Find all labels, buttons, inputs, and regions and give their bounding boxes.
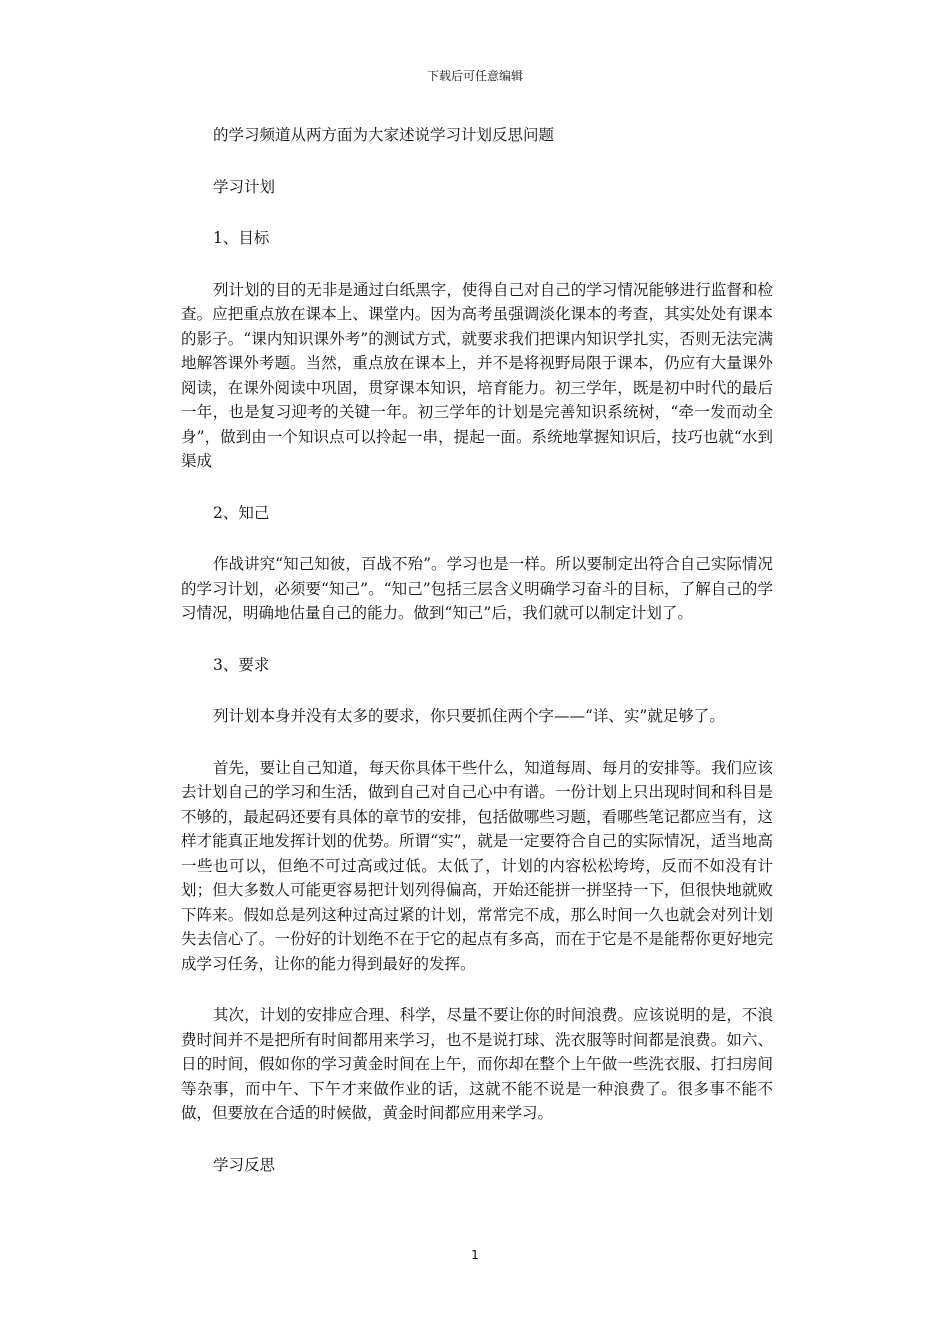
paragraph-requirements-1: 列计划本身并没有太多的要求，你只要抓住两个字——“详、实”就足够了。 [213, 707, 725, 725]
heading-goal: 1、目标 [213, 229, 270, 247]
heading-know-self: 2、知己 [213, 503, 270, 522]
page-header: 下载后可任意编辑 [426, 69, 523, 83]
intro-line: 的学习频道从两方面为大家述说学习计划反思问题 [213, 126, 555, 144]
paragraph-requirements-2: 首先，要让自己知道，每天你具体干些什么，知道每周、每月的安排等。我们应该去计划自己的学习和生活，做到自己对自己心中有谱。一份计划上只出现时间和科目是不够的，最起码还要有具体的章节的安排，包括做哪些习题，看哪些笔记都应当有，这样才能真正地发挥计划的优势。所谓“实”，就是一定要符合自己的实际情况，适当地高一些也可以，但绝不可过高或过低。太低了，计划的内容松松垮垮，反而不如没有计划；但大多数人可能更容易把计划列得偏高，开始还能拼一拼坚持一下，但很快地就败下阵来。假如总是列这种过高过紧的计划，常常完不成，那么时间一久也就会对列计划失去信心了。一份好的计划绝不在于它的起点有多高，而在于它是不是能帮你更好地完成学习任务，让你的能力得到最好的发挥。 [181, 758, 773, 973]
section-title-study-plan: 学习计划 [213, 177, 276, 196]
section-title-reflection: 学习反思 [213, 1155, 276, 1174]
document-body [181, 123, 773, 1204]
heading-requirements: 3、要求 [213, 655, 270, 674]
page-number: 1 [471, 1248, 479, 1262]
paragraph-goal: 列计划的目的无非是通过白纸黑字，使得自己对自己的学习情况能够进行监督和检查。应把重点放在课本上、课堂内。因为高考虽强调淡化课本的考查，其实处处有课本的影子。“课内知识课外考”的测试方式，就要求我们把课内知识学扎实，否则无法完满地解答课外考题。当然，重点放在课本上，并不是将视野局限于课本，仍应有大量课外阅读，在课外阅读中巩固，贯穿课本知识，培育能力。初三学年，既是初中时代的最后一年，也是复习迎考的关键一年。初三学年的计划是完善知识系统树，“牵一发而动全身”，做到由一个知识点可以拎起一串，提起一面。系统地掌握知识后，技巧也就“水到渠成 [181, 280, 773, 470]
paragraph-requirements-3: 其次，计划的安排应合理、科学，尽量不要让你的时间浪费。应该说明的是，不浪费时间并不是把所有时间都用来学习，也不是说打球、洗衣服等时间都是浪费。如六、日的时间，假如你的学习黄金时间在上午，而你却在整个上午做一些洗衣服、打扫房间等杂事，而中午、下午才来做作业的话，这就不能不说是一种浪费了。很多事不能不做，但要放在合适的时候做，黄金时间都应用来学习。 [181, 1006, 773, 1122]
paragraph-know-self: 作战讲究“知己知彼，百战不殆”。学习也是一样。所以要制定出符合自己实际情况的学习计划，必须要“知己”。“知己”包括三层含义明确学习奋斗的目标，了解自己的学习情况，明确地估量自己的能力。做到“知己”后，我们就可以制定计划了。 [181, 555, 773, 622]
